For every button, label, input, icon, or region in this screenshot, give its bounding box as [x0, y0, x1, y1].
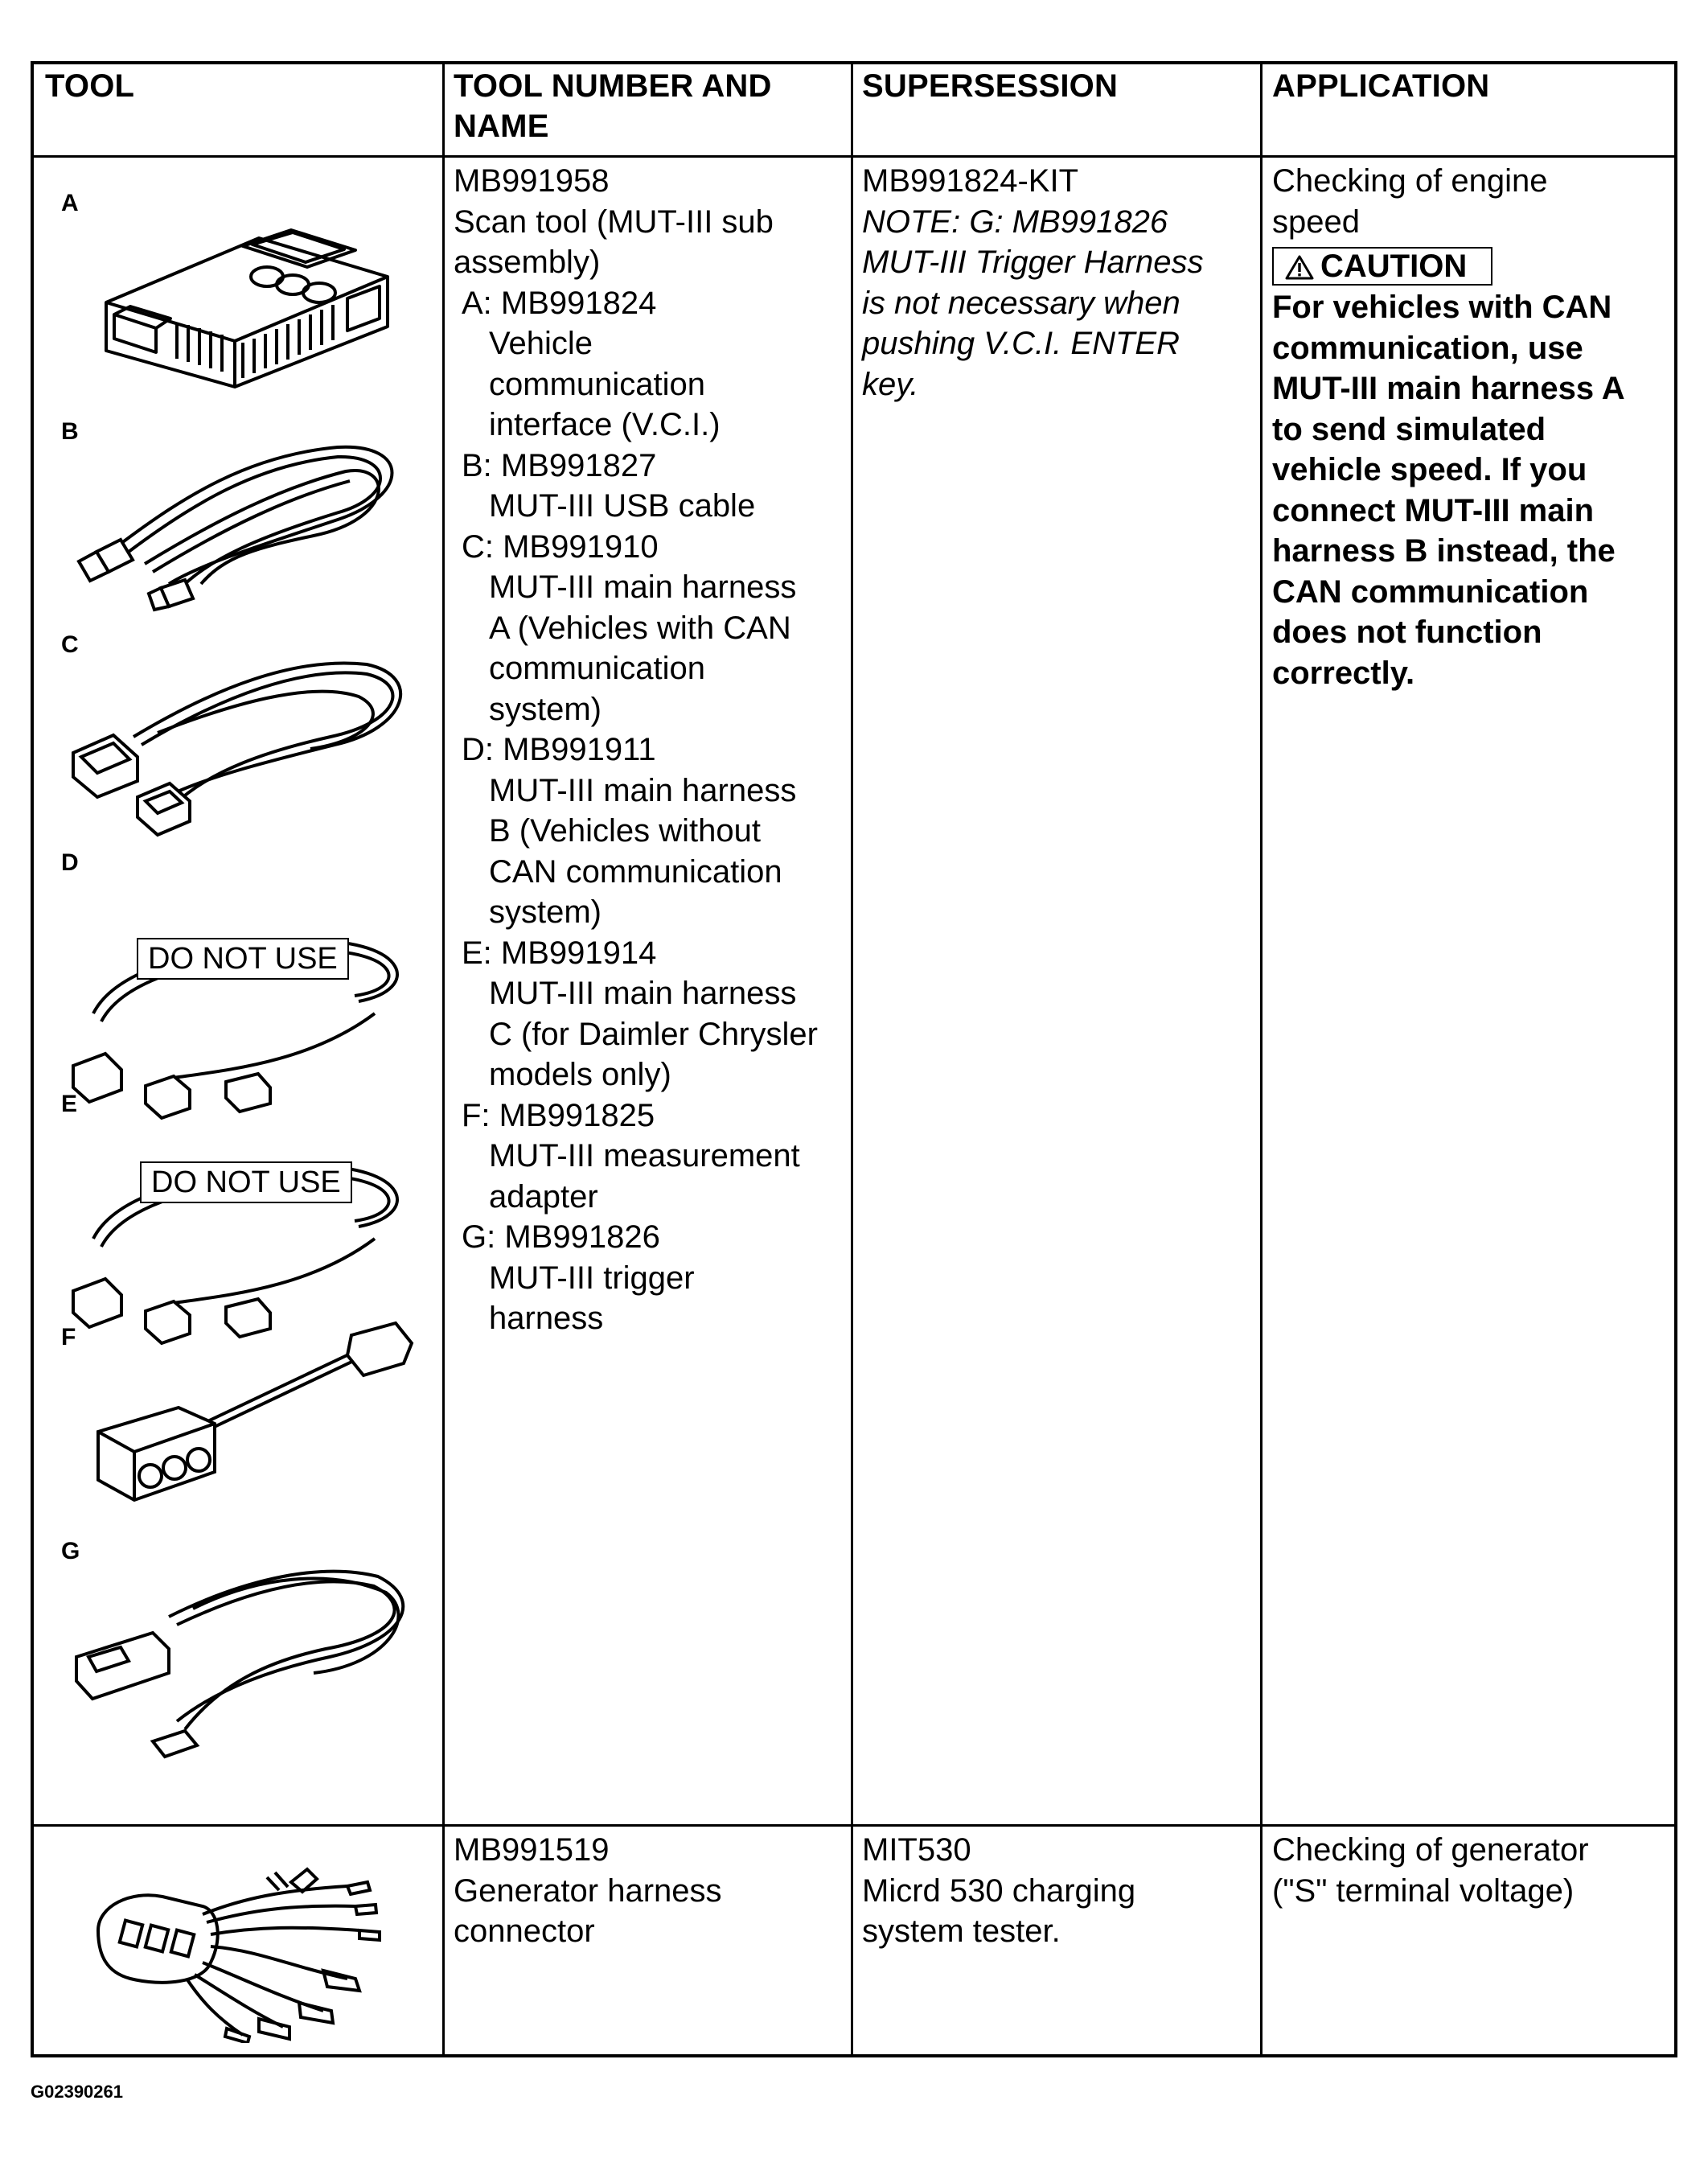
- tool-number-cell-2: [454, 1830, 840, 1952]
- supersession-number: MB991824-KIT: [862, 163, 1079, 199]
- tool-letter-f: F: [61, 1324, 76, 1350]
- item-desc-c: MUT-III main harness: [489, 569, 797, 605]
- application-line: speed: [1272, 203, 1360, 240]
- item-desc-f: MUT-III measurement: [489, 1138, 800, 1174]
- do-not-use-label-e: DO NOT USE: [140, 1161, 352, 1203]
- item-desc-e: C (for Daimler Chrysler: [489, 1016, 818, 1052]
- application-line: ("S" terminal voltage): [1272, 1872, 1575, 1909]
- tool-letter-g: G: [61, 1538, 80, 1564]
- application-line: Checking of engine: [1272, 163, 1548, 199]
- item-desc-e: models only): [489, 1057, 671, 1092]
- item-desc-a: interface (V.C.I.): [489, 407, 721, 442]
- tool-number: MB991519: [454, 1832, 610, 1868]
- supersession-line: system tester.: [862, 1913, 1061, 1949]
- main-harness-a-illustration: [69, 640, 415, 841]
- tool-letter-c: C: [61, 631, 79, 658]
- do-not-use-label-d: DO NOT USE: [137, 938, 349, 980]
- warning-triangle-icon: [1285, 254, 1314, 280]
- column-divider: [1260, 64, 1263, 2054]
- item-code-a: A: MB991824: [462, 285, 657, 321]
- caution-text-line: harness B instead, the: [1272, 533, 1616, 569]
- item-code-f: F: MB991825: [462, 1097, 655, 1133]
- note-line: NOTE: G: MB991826: [862, 203, 1168, 240]
- item-code-e: E: MB991914: [462, 935, 657, 971]
- note-line: MUT-III Trigger Harness: [862, 245, 1204, 280]
- tool-number: MB991958: [454, 163, 610, 199]
- supersession-cell-2: [862, 1830, 1248, 1952]
- item-desc-a: communication: [489, 366, 706, 402]
- item-desc-c: system): [489, 691, 601, 727]
- row-divider: [34, 1824, 1674, 1827]
- generator-harness-connector-illustration: [82, 1858, 420, 2043]
- item-desc-c: communication: [489, 651, 706, 686]
- header-tool-number: TOOL NUMBER AND NAME: [454, 68, 772, 144]
- tool-name-line: Generator harness: [454, 1872, 722, 1909]
- item-desc-f: adapter: [489, 1178, 598, 1215]
- caution-text-line: communication, use: [1272, 330, 1583, 366]
- tool-name-line: assembly): [454, 245, 601, 280]
- item-desc-a: Vehicle: [489, 326, 593, 361]
- application-cell-2: [1272, 1830, 1674, 1911]
- item-desc-b: MUT-III USB cable: [489, 488, 756, 524]
- item-code-b: B: MB991827: [462, 447, 657, 483]
- caution-text-line: CAN communication: [1272, 573, 1589, 610]
- caution-text-line: correctly.: [1272, 655, 1415, 691]
- item-desc-g: MUT-III trigger: [489, 1260, 695, 1296]
- item-desc-d: B (Vehicles without: [489, 813, 761, 849]
- tool-number-cell-1: [454, 161, 840, 1339]
- caution-box: [1272, 247, 1492, 286]
- header-supersession: SUPERSESSION: [862, 68, 1119, 104]
- caution-label: CAUTION: [1320, 249, 1468, 284]
- note-line: pushing V.C.I. ENTER: [862, 326, 1180, 361]
- header-tool: TOOL: [45, 68, 135, 104]
- column-divider: [851, 64, 853, 2054]
- item-code-d: D: MB991911: [462, 732, 656, 767]
- caution-text-line: For vehicles with CAN: [1272, 290, 1612, 325]
- caution-text-line: does not function: [1272, 615, 1542, 650]
- item-desc-e: MUT-III main harness: [489, 976, 797, 1011]
- tool-letter-a: A: [61, 190, 79, 216]
- item-desc-g: harness: [489, 1301, 604, 1336]
- item-desc-d: MUT-III main harness: [489, 772, 797, 808]
- tool-letter-e: E: [61, 1091, 78, 1117]
- vci-device-illustration: [82, 206, 404, 399]
- tool-letter-d: D: [61, 849, 79, 876]
- application-line: Checking of generator: [1272, 1832, 1589, 1868]
- header-divider: [34, 155, 1674, 158]
- figure-code: G02390261: [31, 2082, 123, 2102]
- caution-text-line: MUT-III main harness A: [1272, 371, 1625, 406]
- note-line: is not necessary when: [862, 285, 1180, 321]
- column-divider: [442, 64, 445, 2054]
- tool-name-line: Scan tool (MUT-III sub: [454, 203, 774, 240]
- measurement-adapter-illustration: [82, 1319, 420, 1512]
- item-code-g: G: MB991826: [462, 1219, 660, 1255]
- note-line: key.: [862, 366, 919, 402]
- usb-cable-illustration: [72, 423, 410, 616]
- item-desc-d: system): [489, 894, 601, 930]
- item-desc-d: CAN communication: [489, 853, 782, 890]
- item-desc-c: A (Vehicles with CAN: [489, 610, 791, 646]
- tool-name-line: connector: [454, 1913, 595, 1949]
- supersession-number: MIT530: [862, 1832, 971, 1868]
- header-application: APPLICATION: [1272, 68, 1490, 104]
- item-code-c: C: MB991910: [462, 528, 659, 565]
- caution-text-line: connect MUT-III main: [1272, 492, 1595, 528]
- supersession-line: Micrd 530 charging: [862, 1872, 1136, 1909]
- tool-letter-b: B: [61, 418, 79, 445]
- trigger-harness-illustration: [72, 1544, 418, 1770]
- supersession-cell-1: [862, 161, 1248, 405]
- caution-text-line: vehicle speed. If you: [1272, 452, 1587, 487]
- application-cell-1: [1272, 161, 1674, 693]
- special-tools-table: [31, 61, 1677, 2057]
- caution-text-line: to send simulated: [1272, 411, 1546, 447]
